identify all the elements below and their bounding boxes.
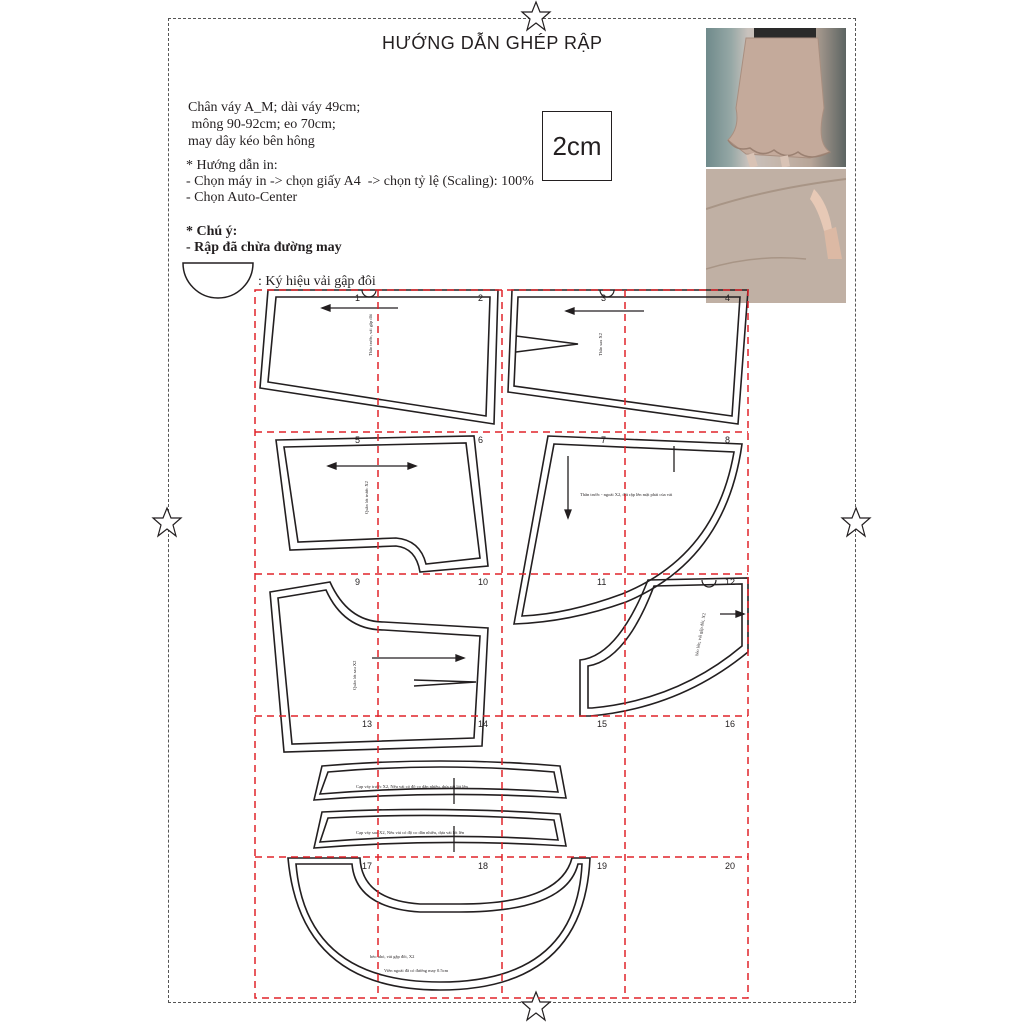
piece-label: Viền ngoài đã có đường may 0.5cm <box>384 968 449 973</box>
tile-number: 3 <box>601 293 607 303</box>
piece-front-lining <box>276 436 488 572</box>
star-icon <box>522 992 550 1020</box>
tile-number: 5 <box>355 435 361 445</box>
pattern-pieces <box>260 290 748 990</box>
tile-number: 4 <box>725 293 731 303</box>
star-icon <box>842 508 870 536</box>
star-icon <box>522 2 550 30</box>
piece-label: Quần lót sau X2 <box>352 660 357 690</box>
tile-number: 8 <box>725 435 731 445</box>
piece-front-body <box>260 290 498 424</box>
tile-number: 14 <box>478 719 489 729</box>
piece-label: Thân trước - ngoài X2, đặt rập lên mặt phải của vải <box>580 492 673 497</box>
tile-number: 20 <box>725 861 736 871</box>
fold-symbol-icon <box>183 263 253 298</box>
tile-number: 11 <box>597 577 607 587</box>
piece-label: Cạp váy sau X2, Nếu vải có độ co dãn nhiều, dựa vải lót lên <box>356 830 465 835</box>
tile-number: 2 <box>478 293 484 303</box>
piece-label: Cạp váy trước X2, Nếu vải có độ co dãn nhiều, dựa vải lót lên <box>356 784 468 789</box>
piece-label: bèo nhỏ, vải gập đôi, X2 <box>370 954 415 959</box>
print-guide-step: - Chọn Auto-Center <box>186 190 298 205</box>
note-text: - Rập đã chừa đường may <box>186 240 342 255</box>
print-guide-heading: * Hướng dẫn in: <box>186 158 278 173</box>
fold-legend-label: : Ký hiệu vải gập đôi <box>258 274 376 289</box>
piece-label: bèo lớn, vải gập đôi, X2 <box>694 612 707 657</box>
tile-number: 15 <box>597 719 608 729</box>
tile-number: 7 <box>601 435 607 445</box>
print-guide-step: - Chọn máy in -> chọn giấy A4 -> chọn tỷ lệ (Scaling): 100% <box>186 174 534 189</box>
spec-line: may dây kéo bên hông <box>188 134 315 149</box>
piece-back-lining <box>270 582 488 752</box>
piece-front-outer <box>514 436 742 624</box>
tile-number: 1 <box>355 293 361 303</box>
tile-number: 12 <box>725 577 736 587</box>
spec-line: mông 90-92cm; eo 70cm; <box>188 117 336 132</box>
star-icon <box>153 508 181 536</box>
tile-number: 19 <box>597 861 608 871</box>
page-title: HƯỚNG DẪN GHÉP RẬP <box>382 33 603 53</box>
piece-label: Thân trước, vải gập đôi <box>368 313 373 356</box>
scale-label: 2cm <box>552 130 602 161</box>
tile-grid <box>255 290 748 998</box>
piece-large-ruffle <box>580 578 748 716</box>
tile-number: 9 <box>355 577 361 587</box>
piece-label: Quần lót trước X2 <box>364 481 369 514</box>
spec-line: Chân váy A_M; dài váy 49cm; <box>188 100 361 115</box>
tile-number: 13 <box>362 719 373 729</box>
note-heading: * Chú ý: <box>186 224 238 239</box>
tile-number: 16 <box>725 719 736 729</box>
tile-number: 10 <box>478 577 489 587</box>
piece-back-body <box>508 290 748 424</box>
tile-number: 17 <box>362 861 373 871</box>
tile-number: 18 <box>478 861 489 871</box>
piece-label: Thân sau X2 <box>598 333 603 356</box>
tile-number: 6 <box>478 435 484 445</box>
